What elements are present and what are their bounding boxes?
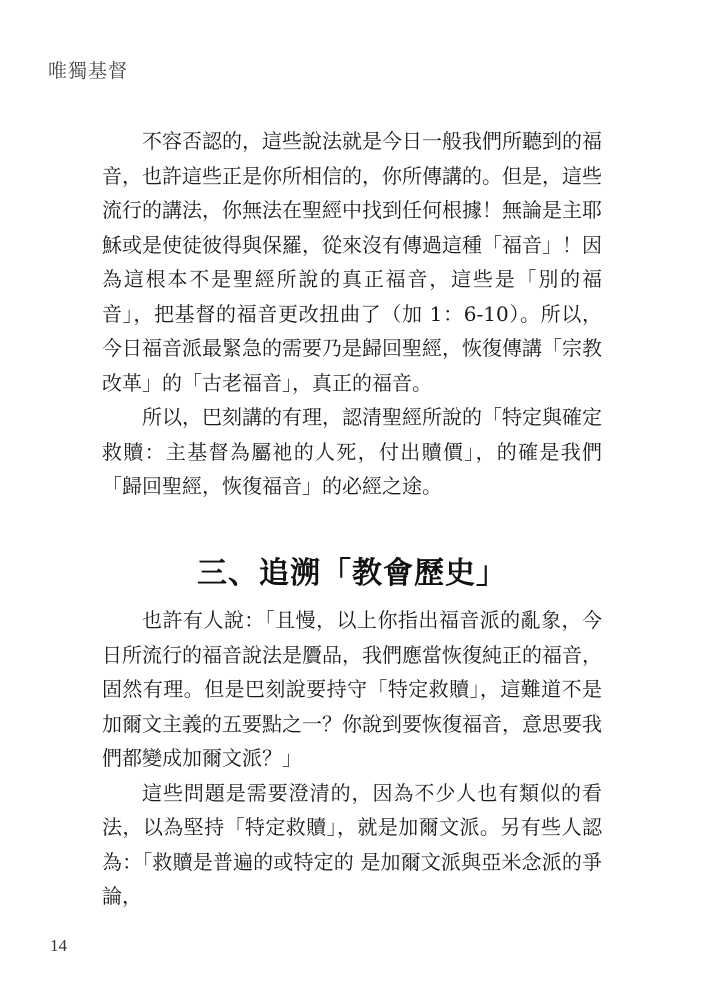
paragraph: 不容否認的，這些說法就是今日一般我們所聽到的福音，也許這些正是你所相信的，你所傳講的。但是，這些流行的講法，你無法在聖經中找到任何根據！無論是主耶穌或是使徒彼得與保羅，從來沒有傳過這種「福音」！因為這根本不是聖經所說的真正福音，這些是「別的福音」，把基督的福音更改扭曲了（加 1：6-10）。所以，今日福音派最緊急的需要乃是歸回聖經，恢復傳講「宗教改革」的「古老福音」，真正的福音。 (102, 129, 602, 395)
body-text-bottom (102, 603, 602, 914)
section-heading: 三、追溯「教會歷史」 (197, 556, 507, 591)
paragraph: 這些問題是需要澄清的，因為不少人也有類似的看法，以為堅持「特定救贖」，就是加爾文派。另有些人認為：「救贖是普遍的或特定的 是加爾文派與亞米念派的爭論， (102, 780, 602, 908)
body-text-top (102, 124, 602, 504)
page-number: 14 (50, 936, 67, 955)
running-header: 唯獨基督 (48, 60, 129, 82)
paragraph: 也許有人說：「且慢，以上你指出福音派的亂象，今日所流行的福音說法是贗品，我們應當恢復純正的福音，固然有理。但是巴刻說要持守「特定救贖」，這難道不是加爾文主義的五要點之一？你說到要恢復福音，意思要我們都變成加爾文派？」 (102, 608, 602, 770)
paragraph: 所以，巴刻講的有理，認清聖經所說的「特定與確定救贖：主基督為屬祂的人死，付出贖價」，的確是我們「歸回聖經，恢復福音」的必經之途。 (102, 405, 602, 498)
